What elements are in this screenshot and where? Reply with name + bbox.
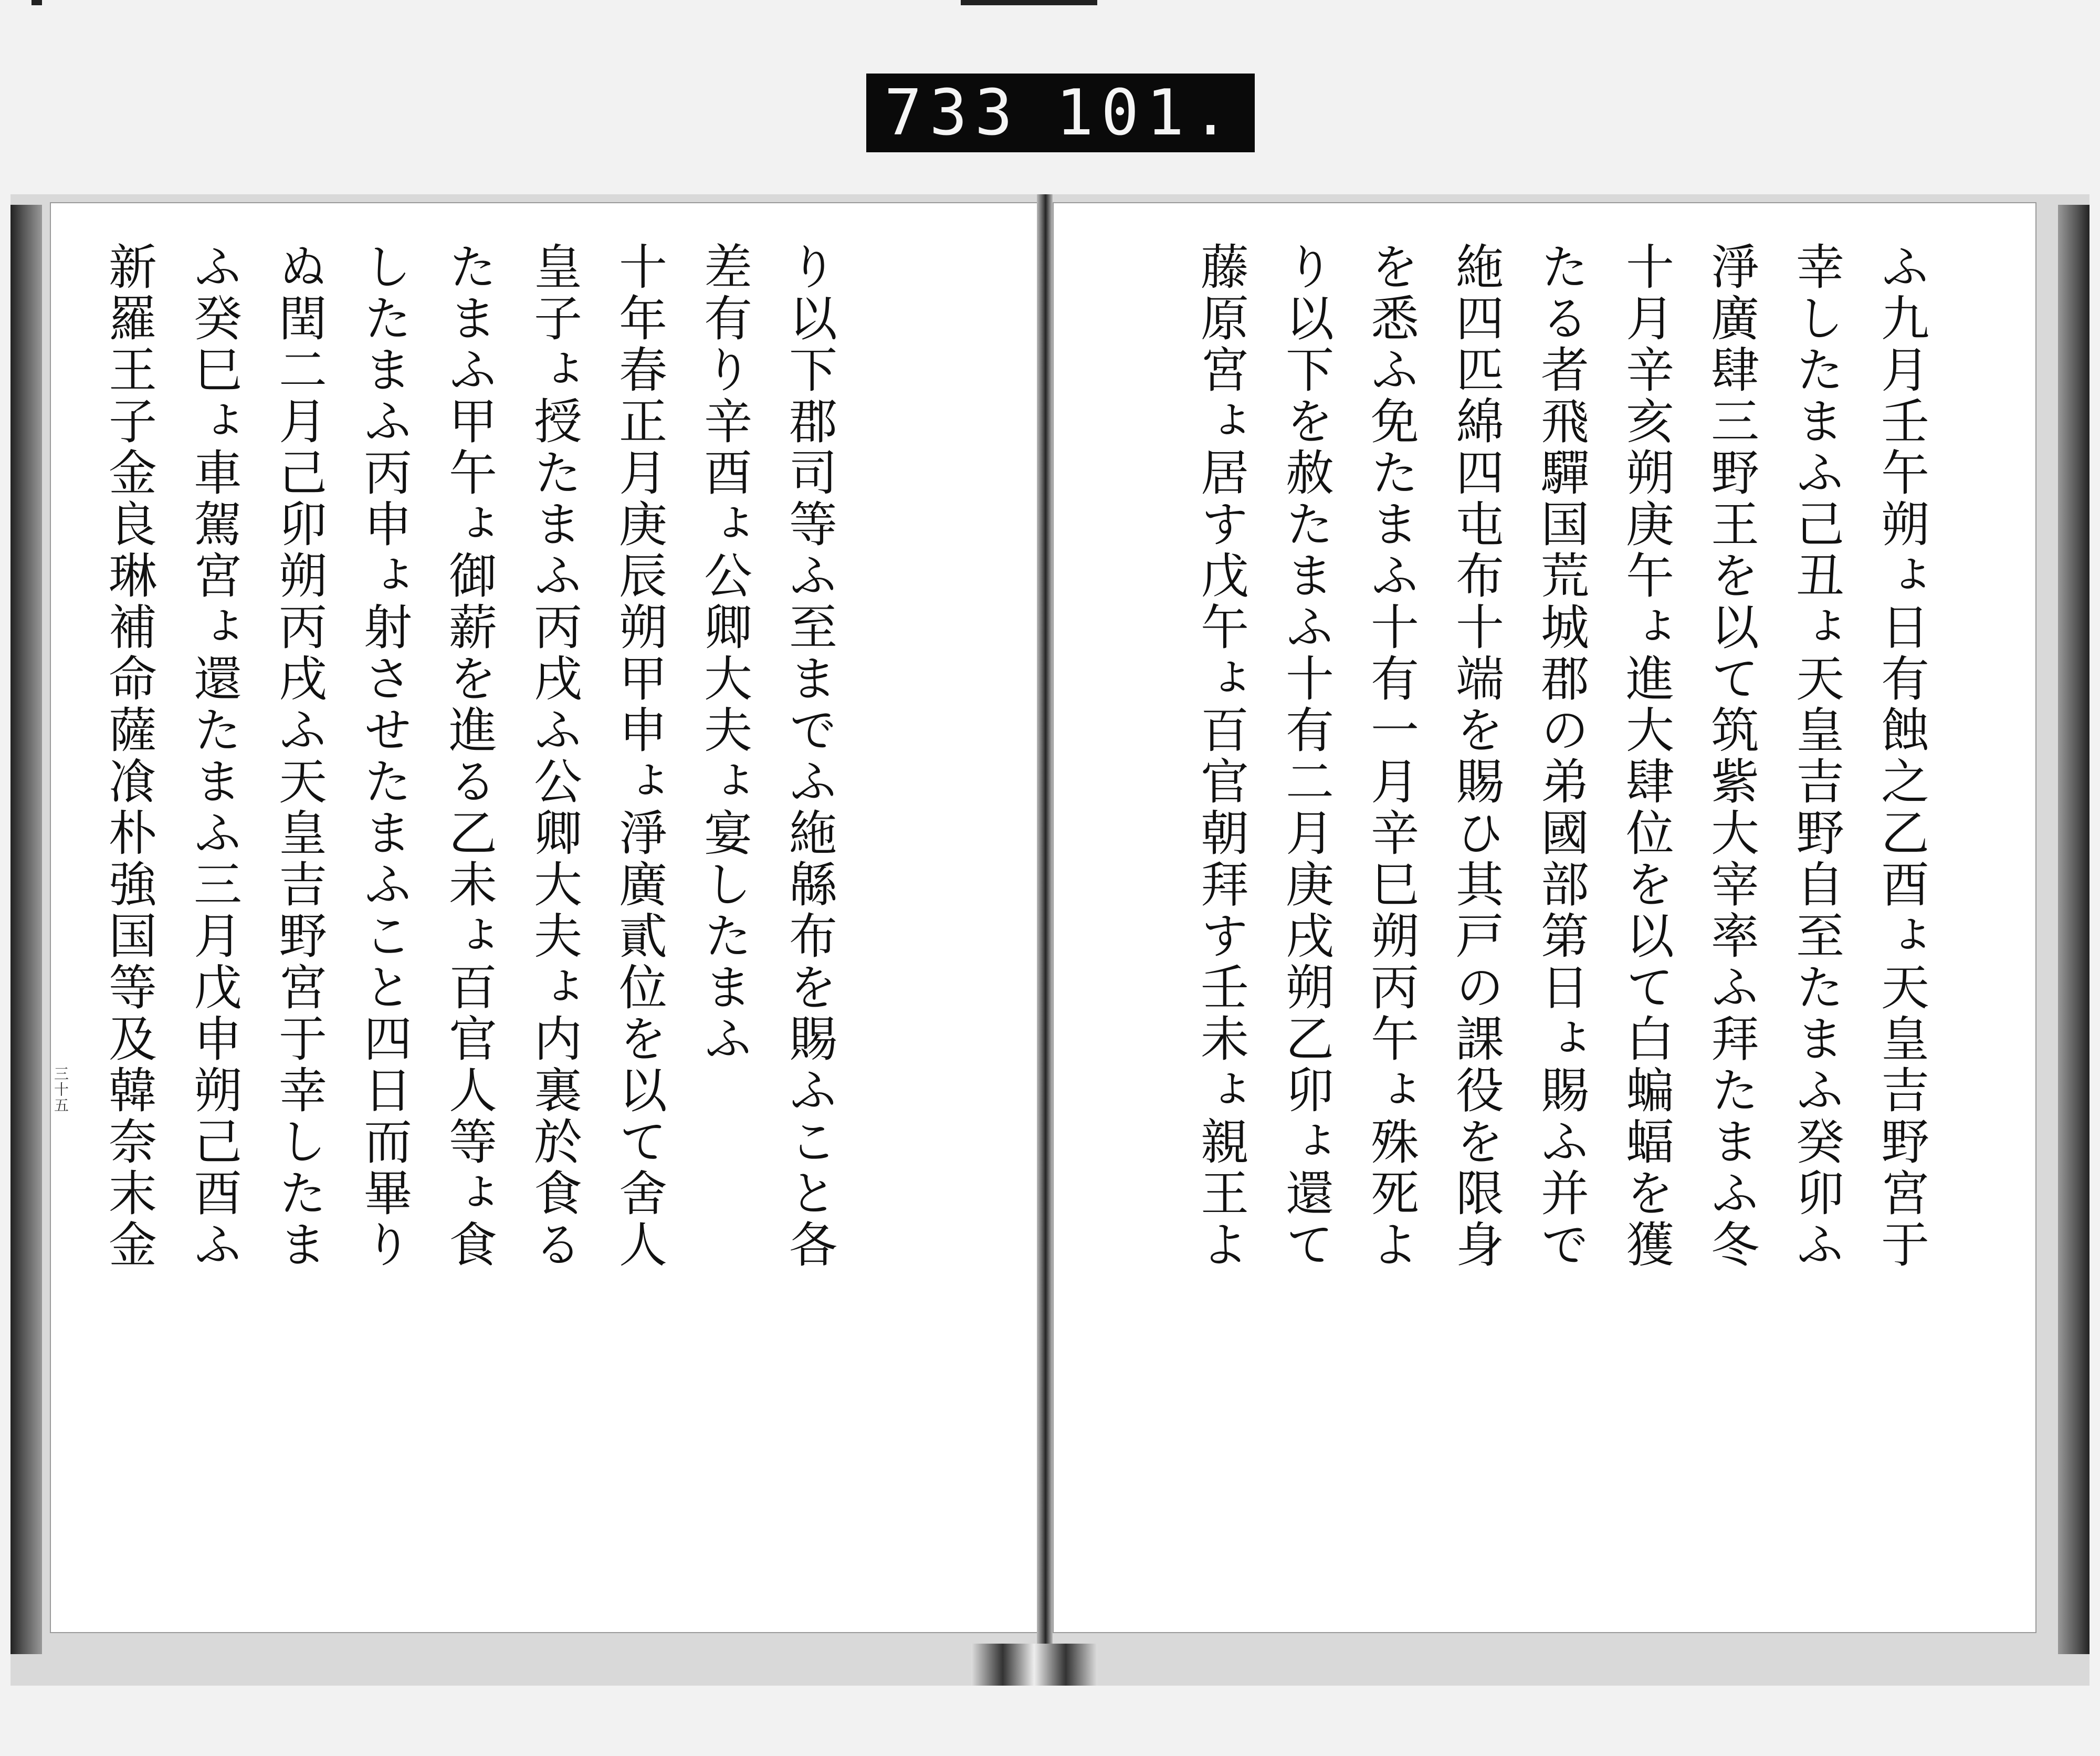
text-column: 藤原宮ょ居す戊午ょ百官朝拜す壬未ょ親王よ [1193,242,1249,1271]
text-column: 淨廣肆三野王を以て筑紫大宰率ふ拜たまふ冬 [1703,242,1759,1271]
text-column: 十月辛亥朔庚午ょ進大肆位を以て白蝙蝠を獲 [1618,242,1674,1271]
text-column: 新羅王子金良琳補命薩飡朴強国等及韓奈末金 [101,242,157,1271]
text-column: 幸したまふ己丑ょ天皇吉野自至たまふ癸卯ふ [1788,242,1844,1271]
text-column: たる者飛驒国荒城郡の弟國部第日ょ賜ふ并で [1533,242,1589,1271]
scan-edge-mark [32,0,42,5]
catalog-number-right: 101. [1055,76,1237,150]
text-column: したまふ丙申ょ射させたまふこと四日而畢り [356,242,412,1271]
text-column: 差有り辛酉ょ公卿大夫ょ宴したまふ [696,242,752,1065]
text-column: 絁四匹綿四屯布十端を賜ひ其戸の課役を限身 [1448,242,1504,1271]
book-gutter [1037,194,1053,1686]
book-cover-edge-right [2058,205,2090,1654]
text-column: 皇子ょ授たまふ丙戌ふ公卿大夫ょ内裏於食る [526,242,582,1271]
text-column: ふ九月壬午朔ょ日有蝕之乙酉ょ天皇吉野宮于 [1873,242,1929,1271]
book-cover-edge-left [10,205,42,1654]
text-column: 十年春正月庚辰朔甲申ょ淨廣貳位を以て舍人 [611,242,667,1271]
text-column: り以下を赦たまふ十有二月庚戌朔乙卯ょ還て [1278,242,1334,1271]
text-column: り以下郡司等ふ至までふ絁緜布を賜ふこと各 [781,242,837,1271]
catalog-number-strip [866,74,1255,152]
text-column: ふ癸巳ょ車駕宮ょ還たまふ三月戊申朔己酉ふ [186,242,242,1271]
text-column: ぬ閏二月己卯朔丙戌ふ天皇吉野宮于幸したま [271,242,327,1271]
right-page-text [1192,242,1930,1481]
book-spine-bottom [971,1644,1097,1686]
scan-edge-mark [961,0,1097,5]
text-column: たまふ甲午ょ御薪を進る乙未ょ百官人等ょ食 [441,242,497,1271]
left-page-text [100,242,838,1481]
page-folio: 三十五 [52,1066,69,1113]
catalog-number-left: 733 [884,76,1020,150]
text-column: を悉ふ免たまふ十有一月辛巳朔丙午ょ殊死よ [1363,242,1419,1271]
